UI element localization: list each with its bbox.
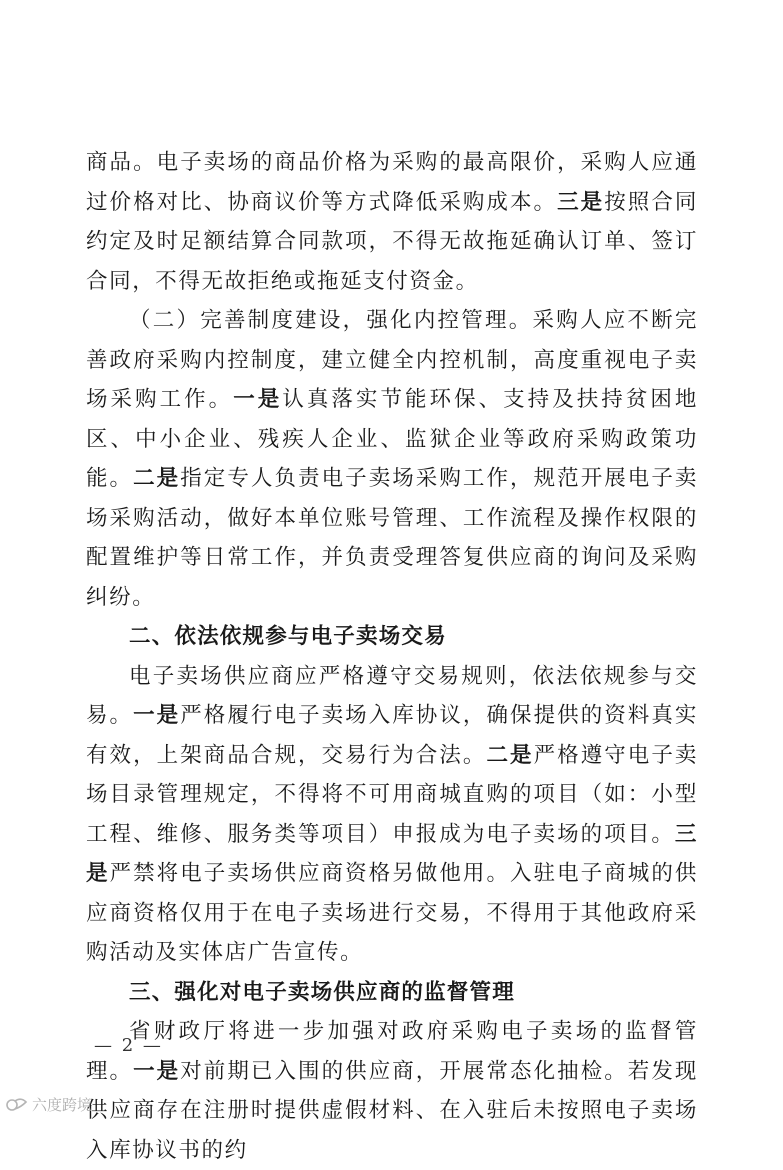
body-paragraph (86, 657, 698, 973)
watermark-text: 六度跨境 (32, 1096, 93, 1114)
emphasis-lead: 三是 (557, 189, 605, 215)
paragraph-text: 按照合同约定及时足额结算合同款项，不得无故拖延确认订单、签订合同，不得无故拒绝或拖延支付资金。 (86, 189, 699, 294)
paragraph-text: 省财政厅将进一步加强对政府采购电子卖场的监督管理。 (86, 1019, 698, 1084)
paragraph-text: 认真落实节能环保、支持及扶持贫困地区、中小企业、残疾人企业、监狱企业等政府采购政策功能。 (86, 387, 699, 491)
emphasis-lead: 一是 (233, 387, 283, 412)
paragraph-text: （二）完善制度建设，强化内控管理。采购人应不断完善政府采购内控制度，建立健全内控机制，高度重视电子卖场采购工作。 (86, 308, 698, 412)
emphasis-lead: 三是 (86, 821, 698, 886)
page-number: — 2 — (94, 1035, 163, 1056)
paragraph-text: 严格遵守电子卖场目录管理规定，不得将不可用商城直购的项目（如：小型工程、维修、服务类等项目）申报成为电子卖场的项目。 (86, 742, 699, 847)
body-paragraph (86, 143, 698, 301)
watermark (6, 1094, 92, 1115)
paragraph-text: 对前期已入围的供应商，开展常态化抽检。若发现供应商存在注册时提供虚假材料、在入驻后未按照电子卖场入库协议书的约 (86, 1058, 699, 1163)
paragraph-text: 商品。电子卖场的商品价格为采购的最高限价，采购人应通过价格对比、协商议价等方式降低采购成本。 (86, 150, 698, 215)
section-heading: 三、强化对电子卖场供应商的监督管理 (129, 979, 515, 1005)
section-heading: 二、依法依规参与电子卖场交易 (129, 624, 447, 649)
paragraph-text: 电子卖场供应商应严格遵守交易规则，依法依规参与交易。 (86, 663, 698, 728)
paragraph-text: 严禁将电子卖场供应商资格另做他用。入驻电子商城的供应商资格仅用于在电子卖场进行交易，不得用于其他政府采购活动及实体店广告宣传。 (86, 861, 698, 965)
emphasis-lead: 二是 (486, 742, 534, 768)
body-paragraph (86, 1012, 698, 1170)
document-body (86, 143, 698, 1170)
paragraph-text: 严格履行电子卖场入库协议，确保提供的资料真实有效，上架商品合规，交易行为合法。 (86, 703, 699, 768)
emphasis-lead: 一是 (133, 703, 181, 728)
paragraph-text: 指定专人负责电子卖场采购工作，规范开展电子卖场采购活动，做好本单位账号管理、工作流程及操作权限的配置维护等日常工作，并负责受理答复供应商的询问及采购纠纷。 (86, 466, 699, 610)
emphasis-lead: 二是 (133, 466, 181, 491)
body-paragraph (86, 301, 698, 617)
six-dimension-logo-icon (6, 1097, 28, 1113)
emphasis-lead: 一是 (133, 1058, 181, 1084)
